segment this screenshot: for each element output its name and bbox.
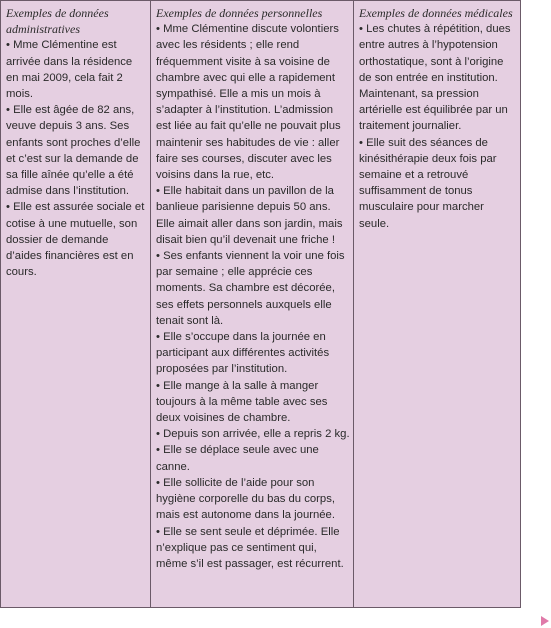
list-item: • Les chutes à répétition, dues entre autres à l’hypotension orthostatique, sont à l’origine de son entrée en institution. Maintenant, sa pression artérielle est équilibrée par un traitement journalier.: [359, 23, 511, 133]
column-administrative: [1, 1, 150, 607]
list-item: • Mme Clémentine discute volontiers avec les résidents ; elle rend fréquemment visite à sa voisine de chambre avec qui elle a rapidement sympathisé. Elle a mis un mois à s’adapter à l’institution. L’admission est liée au fait qu’elle ne pouvait plus maintenir ses habitudes de vie : aller faire ses courses, discuter avec les voisins dans la rue, etc.: [156, 23, 341, 182]
list-item: • Elle suit des séances de kinésithérapie deux fois par semaine et a retrouvé suffisamment de tonus musculaire pour marcher seule.: [359, 136, 497, 230]
list-item: • Elle sollicite de l’aide pour son hygiène corporelle du bas du corps, mais est autonome dans la journée.: [156, 476, 335, 522]
list-item: • Elle mange à la salle à manger toujours à la même table avec ses deux voisines de chambre.: [156, 379, 328, 425]
column-personal: [150, 1, 353, 607]
column-medical: [353, 1, 520, 607]
list-item: • Elle se déplace seule avec une canne.: [156, 444, 319, 473]
list-item: • Mme Clémentine est arrivée dans la résidence en mai 2009, cela fait 2 mois.: [6, 39, 133, 101]
column-heading: Exemples de données administratives: [6, 6, 109, 37]
list-item: • Elle s’occupe dans la journée en participant aux différentes activités proposées par l’institution.: [156, 331, 330, 376]
list-item: • Elle habitait dans un pavillon de la banlieue parisienne depuis 50 ans. Elle aimait aller dans son jardin, mais disait bien qu’il devenait une friche !: [156, 185, 343, 246]
list-item: • Elle est âgée de 82 ans, veuve depuis 3 ans. Ses enfants sont proches d’elle et c’est sur la demande de sa fille aînée qu’elle a été admise dans l’institution.: [6, 104, 141, 198]
list-item: • Elle est assurée sociale et cotise à une mutuelle, son dossier de demande d’aides financières est en cours.: [6, 201, 145, 279]
triangle-right-icon[interactable]: [541, 616, 549, 626]
column-heading: Exemples de données personnelles: [156, 6, 323, 20]
list-item: • Elle se sent seule et déprimée. Elle n’explique pas ce sentiment qui, même s’il est passager, est récurrent.: [156, 525, 344, 570]
column-heading: Exemples de données médicales: [359, 6, 513, 20]
list-item: • Depuis son arrivée, elle a repris 2 kg.: [156, 428, 350, 441]
list-item: • Ses enfants viennent la voir une fois par semaine ; elle apprécie ces moments. Sa chambre est décorée, ses effets personnels auxquels elle tenait sont là.: [156, 250, 345, 327]
